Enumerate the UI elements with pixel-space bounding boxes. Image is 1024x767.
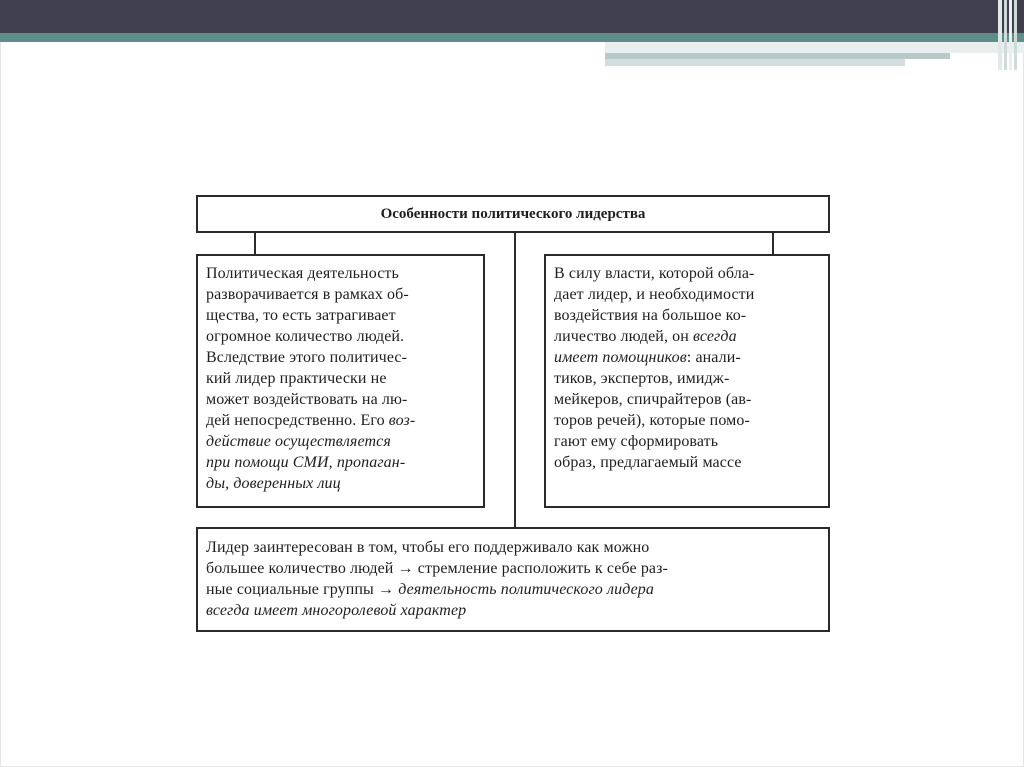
text-run-italic: воз- <box>388 412 416 429</box>
text-line: дает лидер, и необходимости <box>554 286 755 303</box>
text-run-italic: действие осуществляется <box>206 433 391 450</box>
text-line: торов речей), которые помо- <box>554 412 750 429</box>
text-line <box>206 581 654 599</box>
text-run-italic: всегда имеет многоролевой характер <box>206 602 467 619</box>
text-line: большее количество людей → стремление расположить к себе раз- <box>206 560 668 577</box>
text-run: : анали- <box>686 349 741 366</box>
connector-right <box>772 233 774 254</box>
text-line: Вследствие этого политичес- <box>206 349 408 366</box>
diagram-title: Особенности политического лидерства <box>380 205 646 222</box>
conclusion-text <box>198 529 828 630</box>
text-line <box>206 412 415 430</box>
text-line <box>554 349 741 367</box>
text-line: Политическая деятельность <box>206 265 399 282</box>
text-line: кий лидер практически не <box>206 370 387 387</box>
text-line: гают ему сформировать <box>554 433 719 450</box>
text-run-italic: имеет помощников <box>554 349 687 366</box>
text-run-italic: деятельность политического лидера <box>398 581 654 598</box>
connector-center <box>514 233 516 527</box>
text-line: разворачивается в рамках об- <box>206 286 409 303</box>
right-feature-box <box>544 254 830 508</box>
text-run: личество людей, он <box>554 328 694 345</box>
conclusion-box <box>196 527 830 632</box>
text-run-italic: ды, доверенных лиц <box>206 475 341 492</box>
text-line: В силу власти, которой обла- <box>554 265 755 282</box>
text-line <box>206 602 466 620</box>
connector-left <box>254 233 256 254</box>
text-line: образ, предлагаемый массе <box>554 454 742 471</box>
right-feature-text <box>546 256 828 506</box>
text-run: дей непосредственно. Его <box>206 412 389 429</box>
text-run: ные социальные группы → <box>206 581 399 598</box>
left-feature-box <box>196 254 485 508</box>
text-line <box>206 454 405 472</box>
text-line <box>206 433 391 451</box>
diagram-title-box <box>196 195 830 233</box>
text-line <box>206 475 341 493</box>
text-line: Лидер заинтересован в том, чтобы его поддерживало как можно <box>206 539 650 556</box>
text-line: может воздействовать на лю- <box>206 391 408 408</box>
text-line: тиков, экспертов, имидж- <box>554 370 730 387</box>
text-line: мейкеров, спичрайтеров (ав- <box>554 391 752 408</box>
text-line: щества, то есть затрагивает <box>206 307 396 324</box>
text-run-italic: при помощи СМИ, пропаган- <box>206 454 406 471</box>
text-line: огромное количество людей. <box>206 328 405 345</box>
text-run-italic: всегда <box>693 328 737 345</box>
text-line: воздействия на большое ко- <box>554 307 747 324</box>
text-line <box>554 328 737 346</box>
left-feature-text <box>198 256 483 506</box>
